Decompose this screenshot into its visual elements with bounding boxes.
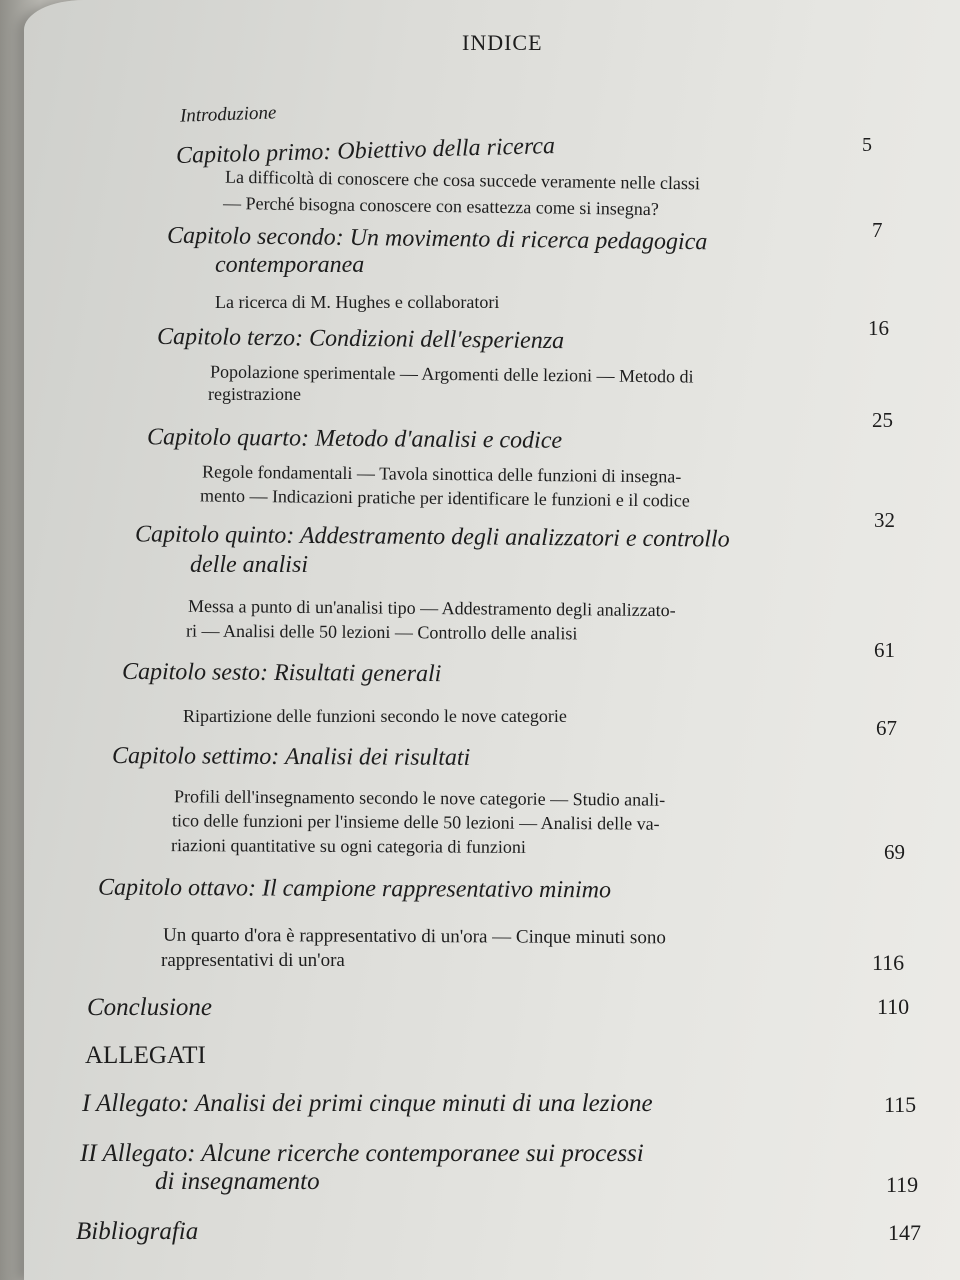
toc-ch1-title: Capitolo primo: Obiettivo della ricerca (175, 133, 556, 169)
toc-allegato-2-page: 119 (886, 1172, 919, 1197)
toc-allegato-2-title: II Allegato: Alcune ricerche contemporanee sui processi (80, 1140, 644, 1167)
toc-ch7-desc-line: tico delle funzioni per l'insieme delle 50 lezioni — Analisi delle va- (171, 810, 660, 834)
toc-ch2-title: Capitolo secondo: Un movimento di ricerca pedagogica (166, 222, 708, 256)
toc-ch5-page: 32 (874, 508, 895, 532)
toc-ch8-desc-line: rappresentativi di un'ora (161, 950, 345, 971)
toc-bibliografia-title: Bibliografia (76, 1218, 199, 1245)
toc-ch1-page: 5 (862, 134, 872, 156)
toc-ch3-title: Capitolo terzo: Condizioni dell'esperienza (156, 323, 565, 355)
toc-conclusione-title: Conclusione (87, 994, 212, 1021)
toc-ch5-desc-line: ri — Analisi delle 50 lezioni — Controllo delle analisi (185, 620, 578, 644)
toc-allegato-2-title-cont: di insegnamento (155, 1168, 320, 1195)
toc-ch4-title: Capitolo quarto: Metodo d'analisi e codice (146, 424, 563, 454)
toc-allegato-1-title: I Allegato: Analisi dei primi cinque minuti di una lezione (82, 1090, 653, 1117)
toc-ch7-page: 67 (876, 716, 897, 740)
toc-ch3-desc-line: registrazione (208, 384, 301, 404)
toc-ch5-desc-line: Messa a punto di un'analisi tipo — Addestramento degli analizzato- (187, 595, 676, 621)
toc-ch3-page: 16 (868, 316, 889, 340)
toc-ch1-desc-line: — Perché bisogna conoscere con esattezza come si insegna? (222, 192, 659, 220)
toc-ch8-page: 69 (884, 840, 905, 864)
toc-ch4-desc-line: Regole fondamentali — Tavola sinottica delle funzioni di insegna- (201, 461, 682, 487)
toc-ch4-desc-line: mento — Indicazioni pratiche per identificare le funzioni e il codice (199, 485, 690, 511)
toc-ch2-desc-line: La ricerca di M. Hughes e collaboratori (215, 292, 500, 312)
toc-ch7-desc-line: riazioni quantitative su ogni categoria di funzioni (170, 835, 526, 857)
toc-ch3-desc-line: Popolazione sperimentale — Argomenti delle lezioni — Metodo di (209, 361, 694, 387)
page-title: INDICE (462, 30, 543, 55)
toc-ch5-title-cont: delle analisi (190, 552, 308, 578)
toc-ch6-title: Capitolo sesto: Risultati generali (121, 658, 442, 688)
toc-ch7-desc-line: Profili dell'insegnamento secondo le nove categorie — Studio anali- (173, 786, 666, 810)
toc-ch8-desc-line: Un quarto d'ora è rappresentativo di un'ora — Cinque minuti sono (162, 924, 666, 949)
toc-allegati-heading: ALLEGATI (85, 1042, 206, 1069)
toc-ch4-page: 25 (872, 408, 893, 432)
toc-bibliografia-page: 147 (888, 1220, 921, 1245)
toc-allegati-page: 110 (877, 994, 910, 1019)
toc-ch7-title: Capitolo settimo: Analisi dei risultati (111, 743, 471, 771)
toc-allegato-1-page: 115 (884, 1092, 917, 1117)
toc-ch2-page: 7 (872, 218, 883, 242)
toc-ch8-title: Capitolo ottavo: Il campione rappresentativo minimo (97, 874, 612, 904)
toc-ch1-desc-line: La difficoltà di conoscere che cosa succede veramente nelle classi (224, 166, 701, 194)
toc-ch2-title-cont: contemporanea (215, 252, 365, 278)
toc-conclusione-page: 116 (872, 950, 905, 975)
toc-ch6-page: 61 (874, 638, 895, 662)
toc-ch5-title: Capitolo quinto: Addestramento degli analizzatori e controllo (134, 521, 730, 553)
toc-ch6-desc-line: Ripartizione delle funzioni secondo le nove categorie (183, 706, 567, 726)
toc-introduzione: Introduzione (179, 102, 277, 127)
